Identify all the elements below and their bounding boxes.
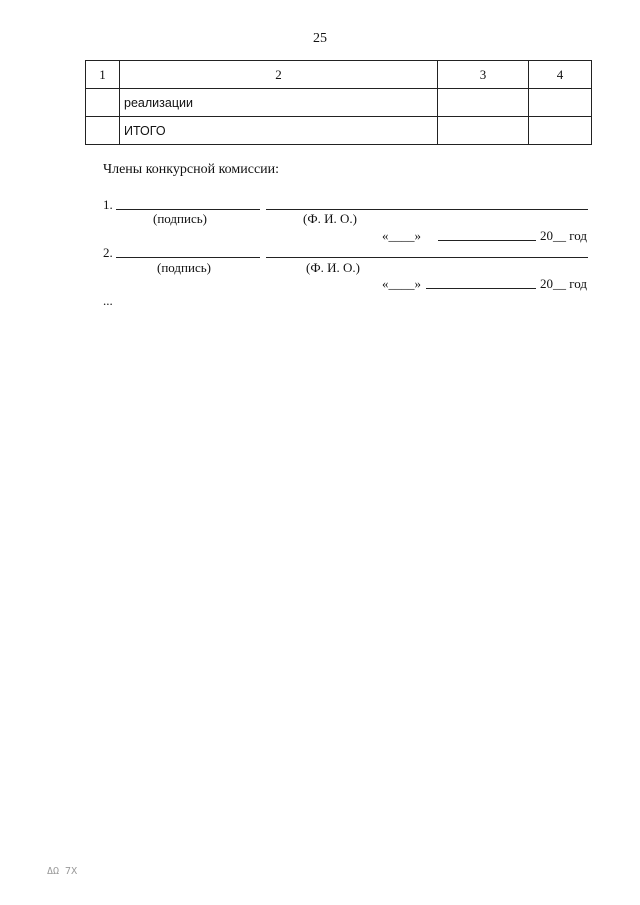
signature-caption: (подпись) — [157, 260, 211, 275]
table-row — [86, 117, 592, 145]
date-year: 20__ год — [540, 276, 587, 291]
name-line — [266, 257, 588, 258]
date-year: 20__ год — [540, 228, 587, 243]
column-header-2: 2 — [120, 61, 438, 89]
table-cell — [529, 89, 592, 117]
column-header-4: 4 — [529, 61, 592, 89]
page-number: 25 — [313, 31, 327, 46]
results-table — [85, 60, 592, 145]
table-cell — [529, 117, 592, 145]
date-month-line — [438, 240, 536, 241]
date-month-line — [426, 288, 536, 289]
date-day: «____» — [382, 276, 421, 291]
name-caption: (Ф. И. О.) — [306, 260, 360, 275]
name-caption: (Ф. И. О.) — [303, 211, 357, 226]
table-row — [86, 89, 592, 117]
table-cell-label: реализации — [120, 89, 438, 117]
table-cell — [86, 117, 120, 145]
footer-mark: ΔΩ 7Χ — [47, 866, 78, 877]
continuation-ellipsis: ... — [103, 293, 113, 308]
members-title: Члены конкурсной комиссии: — [103, 162, 280, 177]
table-header-row — [86, 61, 592, 89]
name-line — [266, 209, 588, 210]
table-cell — [438, 89, 529, 117]
entry-number: 2. — [103, 245, 113, 260]
table-cell — [438, 117, 529, 145]
column-header-3: 3 — [438, 61, 529, 89]
entry-number: 1. — [103, 197, 113, 212]
signature-caption: (подпись) — [153, 211, 207, 226]
signature-line — [116, 209, 260, 210]
table-cell-label: ИТОГО — [120, 117, 438, 145]
signature-line — [116, 257, 260, 258]
date-day: «____» — [382, 228, 421, 243]
column-header-1: 1 — [86, 61, 120, 89]
table-cell — [86, 89, 120, 117]
